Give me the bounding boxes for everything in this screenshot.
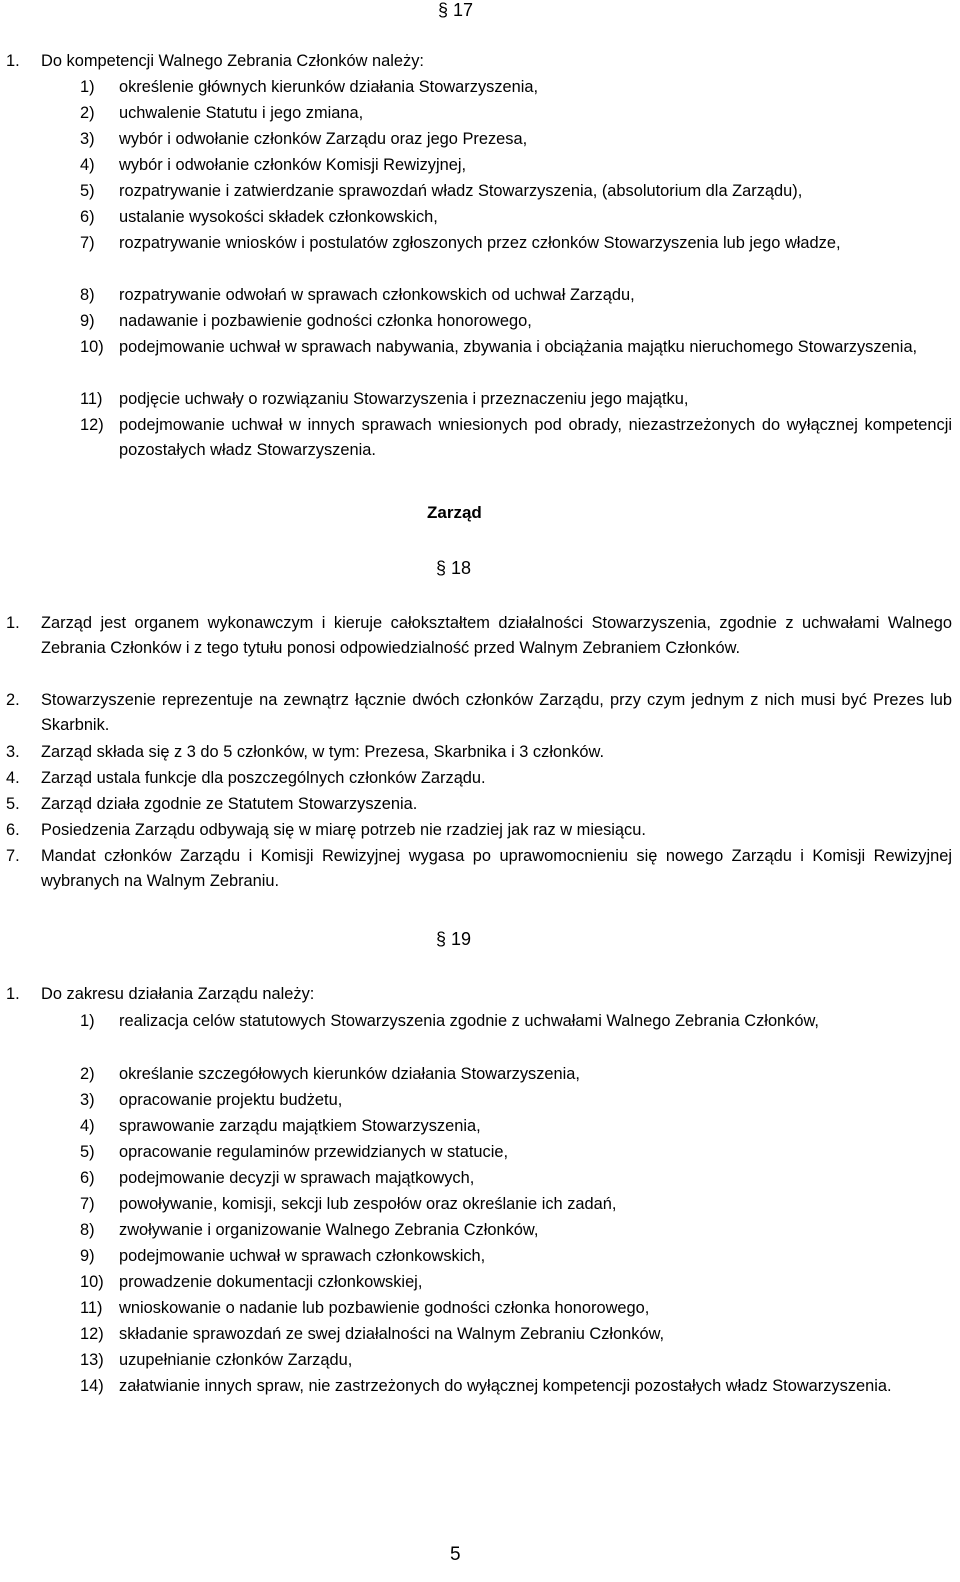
s17-item-4	[80, 153, 952, 178]
list-text: ustalanie wysokości składek członkowskich,	[119, 208, 438, 226]
list-text: Zarząd składa się z 3 do 5 członków, w tym: Prezesa, Skarbnika i 3 członków.	[41, 743, 604, 761]
list-text: Stowarzyszenie reprezentuje na zewnątrz łącznie dwóch członków Zarządu, przy czym jednym z nich musi być Prezes lub Skarbnik.	[41, 691, 952, 734]
list-number: 6)	[80, 208, 95, 226]
list-number: 10)	[80, 338, 104, 356]
list-text: prowadzenie dokumentacji członkowskiej,	[119, 1273, 423, 1291]
s19-item-7	[80, 1192, 952, 1217]
list-text: załatwianie innych spraw, nie zastrzeżonych do wyłącznej kompetencji pozostałych władz Stowarzyszenia.	[119, 1377, 892, 1395]
list-text: zwoływanie i organizowanie Walnego Zebrania Członków,	[119, 1221, 539, 1239]
list-number: 4)	[80, 1117, 95, 1135]
list-text: podejmowanie uchwał w sprawach nabywania, zbywania i obciążania majątku nieruchomego Stowarzyszenia,	[119, 338, 918, 356]
list-text: Zarząd działa zgodnie ze Statutem Stowarzyszenia.	[41, 795, 418, 813]
s19-item-8	[80, 1218, 952, 1243]
list-number: 12)	[80, 1325, 104, 1343]
section-sign: §	[436, 929, 452, 949]
list-text: opracowanie regulaminów przewidzianych w statucie,	[119, 1143, 509, 1161]
list-text: realizacja celów statutowych Stowarzyszenia zgodnie z uchwałami Walnego Zebrania Członków,	[119, 1012, 819, 1030]
section-18-mark	[436, 558, 471, 579]
list-number: 7)	[80, 1195, 95, 1213]
s19-item-13	[80, 1348, 952, 1373]
s19-item-3	[80, 1088, 952, 1113]
list-number: 7)	[80, 234, 95, 252]
list-number: 3)	[80, 1091, 95, 1109]
s17-point-1	[6, 49, 952, 74]
list-text: podejmowanie uchwał w sprawach członkowskich,	[119, 1247, 486, 1265]
list-text: rozpatrywanie odwołań w sprawach członkowskich od uchwał Zarządu,	[119, 286, 635, 304]
s19-item-14	[80, 1374, 952, 1399]
list-number: 1.	[6, 985, 20, 1003]
list-number: 2)	[80, 104, 95, 122]
list-text: uchwalenie Statutu i jego zmiana,	[119, 104, 364, 122]
list-number: 8)	[80, 1221, 95, 1239]
section-19-number: 19	[451, 929, 472, 949]
list-number: 2.	[6, 691, 20, 709]
list-number: 5)	[80, 1143, 95, 1161]
list-number: 3)	[80, 130, 95, 148]
s19-item-10	[80, 1270, 952, 1295]
list-number: 4.	[6, 769, 20, 787]
list-text: rozpatrywanie wniosków i postulatów zgłoszonych przez członków Stowarzyszenia lub jego władze,	[119, 234, 841, 252]
list-text: powoływanie, komisji, sekcji lub zespołów oraz określanie ich zadań,	[119, 1195, 617, 1213]
list-text: wybór i odwołanie członków Zarządu oraz jego Prezesa,	[119, 130, 528, 148]
list-text: Zarząd ustala funkcje dla poszczególnych członków Zarządu.	[41, 769, 486, 787]
list-text: sprawowanie zarządu majątkiem Stowarzyszenia,	[119, 1117, 481, 1135]
s19-item-2	[80, 1062, 952, 1087]
list-number: 1.	[6, 52, 20, 70]
s19-item-6	[80, 1166, 952, 1191]
list-text: rozpatrywanie i zatwierdzanie sprawozdań władz Stowarzyszenia, (absolutorium dla Zarządu),	[119, 182, 803, 200]
s17-item-11	[80, 387, 952, 412]
section-17-mark: § 17	[438, 0, 474, 20]
s18-point-4	[6, 766, 952, 791]
s19-item-12	[80, 1322, 952, 1347]
list-number: 1)	[80, 78, 95, 96]
list-text: składanie sprawozdań ze swej działalności na Walnym Zebraniu Członków,	[119, 1325, 665, 1343]
list-text: podejmowanie decyzji w sprawach majątkowych,	[119, 1169, 475, 1187]
list-text: wybór i odwołanie członków Komisji Rewizyjnej,	[119, 156, 467, 174]
list-text: opracowanie projektu budżetu,	[119, 1091, 343, 1109]
list-number: 14)	[80, 1377, 104, 1395]
list-number: 4)	[80, 156, 95, 174]
list-number: 10)	[80, 1273, 104, 1291]
s19-item-5	[80, 1140, 952, 1165]
s19-point-1	[6, 982, 952, 1007]
list-number: 13)	[80, 1351, 104, 1369]
s17-item-1	[80, 75, 952, 100]
list-number: 9)	[80, 1247, 95, 1265]
list-text: określenie głównych kierunków działania Stowarzyszenia,	[119, 78, 539, 96]
list-number: 3.	[6, 743, 20, 761]
section-sign: §	[436, 558, 452, 578]
section-19-mark	[436, 929, 471, 950]
list-number: 6)	[80, 1169, 95, 1187]
s19-item-1	[80, 1009, 952, 1034]
list-number: 12)	[80, 416, 104, 434]
list-number: 2)	[80, 1065, 95, 1083]
list-text: Do kompetencji Walnego Zebrania Członków należy:	[41, 52, 424, 70]
s19-item-11	[80, 1296, 952, 1321]
s17-item-12	[80, 413, 952, 463]
s17-item-2	[80, 101, 952, 126]
list-text: uzupełnianie członków Zarządu,	[119, 1351, 353, 1369]
list-text: Mandat członków Zarządu i Komisji Rewizyjnej wygasa po uprawomocnieniu się nowego Zarządu i Komisji Rewizyjnej wybranych na Walnym Zebraniu.	[41, 847, 952, 890]
list-number: 1)	[80, 1012, 95, 1030]
s17-item-10	[80, 335, 952, 360]
list-text: podjęcie uchwały o rozwiązaniu Stowarzyszenia i przeznaczeniu jego majątku,	[119, 390, 689, 408]
list-text: wnioskowanie o nadanie lub pozbawienie godności członka honorowego,	[119, 1299, 650, 1317]
list-number: 11)	[80, 390, 103, 408]
s17-item-6	[80, 205, 952, 230]
list-text: Do zakresu działania Zarządu należy:	[41, 985, 315, 1003]
s19-item-9	[80, 1244, 952, 1269]
s19-item-4	[80, 1114, 952, 1139]
list-text: Posiedzenia Zarządu odbywają się w miarę potrzeb nie rzadziej jak raz w miesiącu.	[41, 821, 646, 839]
list-number: 6.	[6, 821, 20, 839]
list-number: 11)	[80, 1299, 103, 1317]
s17-item-7	[80, 231, 952, 256]
list-number: 7.	[6, 847, 20, 865]
s18-point-1	[6, 611, 952, 661]
list-number: 9)	[80, 312, 95, 330]
s17-item-9	[80, 309, 952, 334]
page-number: 5	[450, 1544, 461, 1565]
list-number: 5.	[6, 795, 20, 813]
s18-point-2	[6, 688, 952, 738]
zarzad-heading: Zarząd	[427, 503, 482, 522]
list-text: określanie szczegółowych kierunków działania Stowarzyszenia,	[119, 1065, 580, 1083]
list-text: nadawanie i pozbawienie godności członka honorowego,	[119, 312, 532, 330]
s17-item-3	[80, 127, 952, 152]
list-text: podejmowanie uchwał w innych sprawach wniesionych pod obrady, niezastrzeżonych do wyłącznej kompetencji pozostałych władz Stowarzyszenia.	[119, 416, 952, 459]
list-number: 5)	[80, 182, 95, 200]
s18-point-3	[6, 740, 952, 765]
section-18-number: 18	[451, 558, 472, 578]
s18-point-5	[6, 792, 952, 817]
list-text: Zarząd jest organem wykonawczym i kieruje całokształtem działalności Stowarzyszenia, zgodnie z uchwałami Walnego Zebrania Członków i z tego tytułu ponosi odpowiedzialność przed Walnym Zebraniem Członków.	[41, 614, 952, 657]
s17-item-8	[80, 283, 952, 308]
list-number: 8)	[80, 286, 95, 304]
list-number: 1.	[6, 614, 20, 632]
s17-item-5	[80, 179, 952, 204]
s18-point-6	[6, 818, 952, 843]
s18-point-7	[6, 844, 952, 894]
